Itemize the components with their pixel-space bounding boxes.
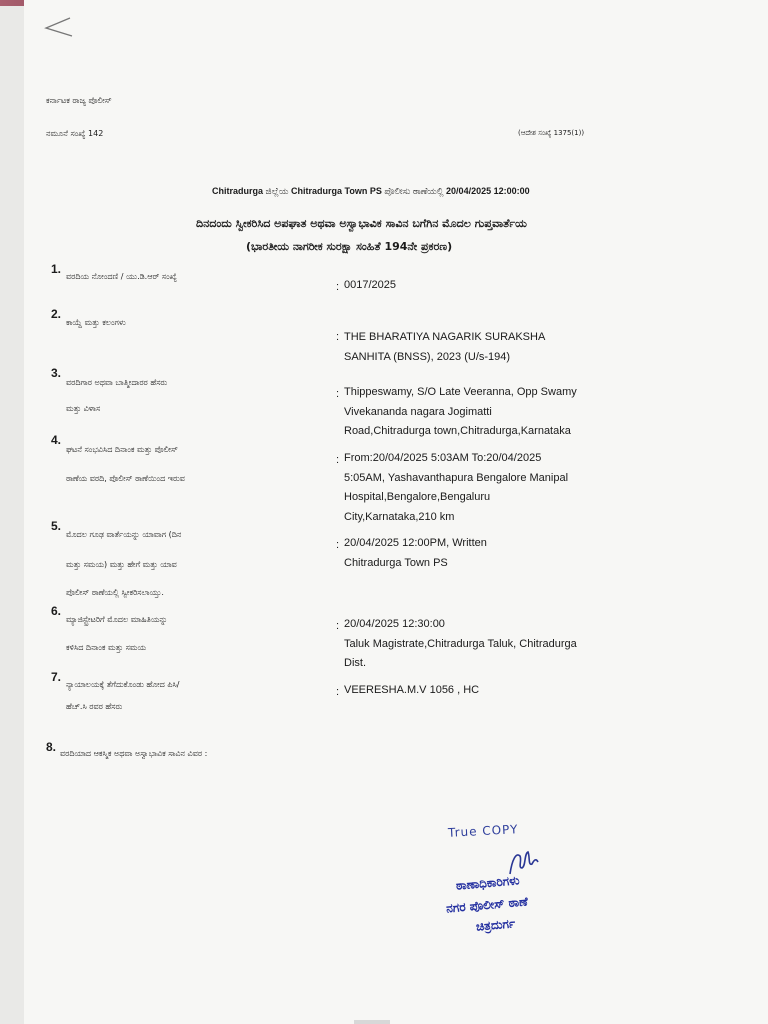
item-label: ಠಾಣೆಯ ವರದಿ, ಪೊಲೀಸ್ ಠಾಣೆಯಿಂದ ಇರುವ: [66, 474, 185, 483]
item-number: 4.: [51, 433, 62, 447]
colon: :: [336, 620, 340, 632]
item-number: 2.: [51, 307, 62, 321]
district-name: Chitradurga: [212, 186, 264, 196]
document-page: [24, 0, 768, 1024]
stamp-city: ಚಿತ್ರದುರ್ಗ: [475, 916, 516, 934]
station-name: Chitradurga Town PS: [291, 186, 382, 196]
item-number: 1.: [51, 262, 62, 276]
colon: :: [336, 454, 340, 466]
item-label: ಪೊಲೀಸ್ ಠಾಣೆಯಲ್ಲಿ ಸ್ವೀಕರಿಸಲಾಯ್ತು.: [66, 588, 164, 597]
item-label: ಘಟನೆ ಸಂಭವಿಸಿದ ದಿನಾಂಕ ಮತ್ತು ಪೊಲೀಸ್: [66, 445, 178, 454]
corner-check-mark: [34, 14, 74, 40]
stamp-station: ನಗರ ಪೊಲೀಸ್ ಠಾಣೆ: [445, 894, 529, 916]
item-label: ನ್ಯಾಯಾಲಯಕ್ಕೆ ತೆಗೆದುಕೊಂಡು ಹೋದ ಪಿಸಿ/: [66, 680, 180, 689]
colon: :: [336, 539, 340, 551]
department-name: ಕರ್ನಾಟಕ ರಾಜ್ಯ ಪೊಲೀಸ್: [46, 96, 112, 105]
item-label: ಮೊದಲ ಗೂಢ ವಾರ್ತೆಯನ್ನು ಯಾವಾಗ (ದಿನ: [66, 530, 182, 539]
item-label: ಮ್ಯಾಜಿಸ್ಟ್ರೇಟರಿಗೆ ಮೊದಲ ಮಾಹಿತಿಯನ್ನು: [66, 615, 168, 624]
stamp-office: ಠಾಣಾಧಿಕಾರಿಗಳು: [455, 873, 521, 893]
item-number: 7.: [51, 670, 62, 684]
item-label: ವರದಿಯ ನೋಂದಣಿ / ಯು.ಡಿ.ಆರ್ ಸಂಖ್ಯೆ: [66, 272, 177, 281]
report-title-line1: ದಿನದಂದು ಸ್ವೀಕರಿಸಿದ ಅಪಘಾತ ಅಥವಾ ಅಸ್ವಾಭಾವಿಕ ಸಾವಿನ ಬಗೆಗಿನ ಮೊದಲ ಗುಪ್ತವಾರ್ತೆಯ: [196, 217, 527, 230]
item-label: ಕಳಿಸಿದ ದಿನಾಂಕ ಮತ್ತು ಸಮಯ: [66, 643, 147, 652]
item-value: 0017/2025: [344, 279, 396, 291]
item-number: 8.: [46, 740, 57, 754]
item-value: From:20/04/2025 5:03AM To:20/04/2025 5:05AM, Yashavanthapura Bengalore Manipal Hospital,Bengalore,Bengaluru City,Karnataka,210 km: [344, 452, 569, 523]
item-label: ಹೆಚ್.ಸಿ ರವರ ಹೆಸರು: [66, 702, 123, 711]
report-title-line2: (ಭಾರತೀಯ ನಾಗರೀಕ ಸುರಕ್ಷಾ ಸಂಹಿತೆ 194ನೇ ಪ್ರಕರಣ): [246, 240, 453, 253]
station-suffix: ಪೊಲೀಸು ಠಾಣೆಯಲ್ಲಿ: [384, 186, 444, 196]
colon: :: [336, 686, 340, 698]
colon: :: [336, 388, 340, 400]
item-value: 20/04/2025 12:00PM, Written Chitradurga Town PS: [344, 537, 487, 569]
item-label: ಮತ್ತು ವಿಳಾಸ: [66, 404, 101, 413]
colon: :: [336, 331, 340, 343]
item-value: 20/04/2025 12:30:00 Taluk Magistrate,Chitradurga Taluk, Chitradurga Dist.: [344, 618, 577, 669]
bottom-mark: [354, 1020, 390, 1024]
report-datetime: 20/04/2025 12:00:00: [446, 186, 530, 196]
district-suffix: ಜಿಲ್ಲೆಯ: [265, 186, 289, 196]
item-value: VEERESHA.M.V 1056 , HC: [344, 684, 480, 696]
item-number: 6.: [51, 604, 62, 618]
station-line: [212, 186, 530, 197]
item-label: ವರದಿಯಾದ ಆಕಸ್ಮಿಕ ಅಥವಾ ಅಸ್ವಾಭಾವಿಕ ಸಾವಿನ ವಿವರ :: [60, 749, 208, 758]
item-value: THE BHARATIYA NAGARIK SURAKSHA SANHITA (BNSS), 2023 (U/s-194): [344, 331, 546, 363]
item-value: Thippeswamy, S/O Late Veeranna, Opp Swamy Vivekananda nagara Jogimatti Road,Chitradurga town,Chitradurga,Karnataka: [344, 386, 577, 437]
item-number: 3.: [51, 366, 62, 380]
section-reference: (ಆದೇಶ ಸಂಖ್ಯೆ 1375(1)): [518, 129, 585, 137]
item-number: 5.: [51, 519, 62, 533]
left-margin: [0, 6, 24, 1024]
true-copy-handwritten: True COPY: [447, 822, 519, 840]
item-label: ಮತ್ತು ಸಮಯ) ಮತ್ತು ಹೇಗೆ ಮತ್ತು ಯಾವ: [66, 560, 177, 569]
colon: :: [336, 281, 340, 293]
item-label: ಕಾಯ್ದೆ ಮತ್ತು ಕಲಂಗಳು: [66, 318, 126, 327]
item-label: ವರದಿಗಾರ ಅಥವಾ ಬಾತ್ಮೀದಾರರ ಹೆಸರು: [66, 378, 168, 387]
form-number: ನಮೂನೆ ಸಂಖ್ಯೆ 142: [46, 129, 104, 138]
